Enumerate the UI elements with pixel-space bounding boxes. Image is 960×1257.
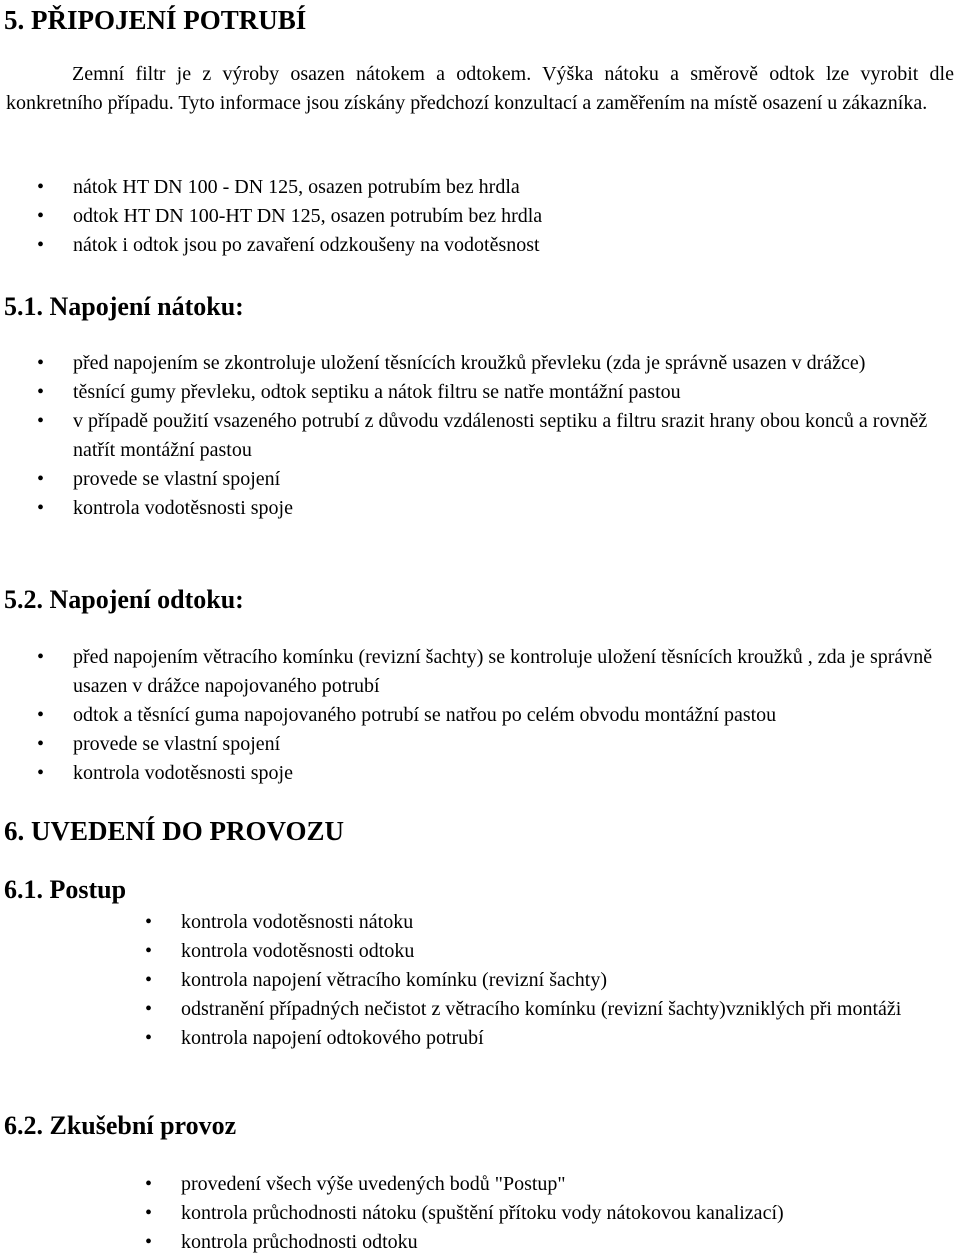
bullet-icon: • bbox=[145, 1202, 153, 1224]
list-item bbox=[37, 231, 958, 260]
list-item bbox=[145, 937, 959, 966]
list-item-text: odstranění případných nečistot z větracího komínku (revizní šachty)vzniklých při montáži bbox=[181, 998, 902, 1020]
list-item-text: těsnící gumy převleku, odtok septiku a nátok filtru se natře montážní pastou bbox=[73, 381, 681, 403]
list-item bbox=[145, 1024, 959, 1053]
section-6-1-bullet-list bbox=[145, 908, 959, 1053]
bullet-icon: • bbox=[145, 969, 153, 991]
list-item-text: nátok HT DN 100 - DN 125, osazen potrubím bez hrdla bbox=[73, 176, 520, 198]
list-item bbox=[37, 407, 958, 465]
list-item-text: provedení všech výše uvedených bodů "Postup" bbox=[181, 1173, 566, 1195]
bullet-icon: • bbox=[37, 704, 45, 726]
list-item bbox=[145, 1228, 959, 1257]
list-item bbox=[37, 349, 958, 378]
list-item-text: kontrola vodotěsnosti spoje bbox=[73, 762, 293, 784]
list-item-text: nátok i odtok jsou po zavaření odzkoušeny na vodotěsnost bbox=[73, 234, 540, 256]
bullet-icon: • bbox=[145, 1173, 153, 1195]
section-6-heading: 6. UVEDENÍ DO PROVOZU bbox=[4, 816, 344, 846]
section-6-2-bullet-list bbox=[145, 1170, 959, 1257]
list-item-text: v případě použití vsazeného potrubí z důvodu vzdálenosti septiku a filtru srazit hrany obou konců a rovněž natřít montážní pastou bbox=[73, 410, 928, 461]
list-item-text: provede se vlastní spojení bbox=[73, 733, 281, 755]
section-6-2-heading: 6.2. Zkušební provoz bbox=[4, 1111, 237, 1140]
list-item bbox=[145, 1199, 959, 1228]
bullet-icon: • bbox=[37, 762, 45, 784]
bullet-icon: • bbox=[145, 998, 153, 1020]
bullet-icon: • bbox=[37, 497, 45, 519]
list-item-text: kontrola napojení odtokového potrubí bbox=[181, 1027, 484, 1049]
list-item bbox=[37, 465, 958, 494]
list-item bbox=[37, 173, 958, 202]
list-item bbox=[145, 1170, 959, 1199]
section-5-1-bullet-list bbox=[37, 349, 958, 523]
list-item bbox=[145, 995, 959, 1024]
list-item-text: odtok HT DN 100-HT DN 125, osazen potrubím bez hrdla bbox=[73, 205, 543, 227]
list-item bbox=[37, 759, 958, 788]
list-item-text: odtok a těsnící guma napojovaného potrubí se natřou po celém obvodu montážní pastou bbox=[73, 704, 777, 726]
bullet-icon: • bbox=[37, 205, 45, 227]
list-item-text: před napojením větracího komínku (revizní šachty) se kontroluje uložení těsnících kroužků , zda je správně usazen v drážce napojovaného potrubí bbox=[73, 646, 933, 697]
list-item-text: provede se vlastní spojení bbox=[73, 468, 281, 490]
bullet-icon: • bbox=[37, 176, 45, 198]
section-6-1-heading: 6.1. Postup bbox=[4, 875, 127, 904]
bullet-icon: • bbox=[37, 381, 45, 403]
bullet-icon: • bbox=[145, 1231, 153, 1253]
section-5-1-heading: 5.1. Napojení nátoku: bbox=[4, 292, 244, 321]
list-item-text: kontrola vodotěsnosti nátoku bbox=[181, 911, 414, 933]
bullet-icon: • bbox=[145, 940, 153, 962]
bullet-icon: • bbox=[37, 646, 45, 668]
list-item bbox=[145, 908, 959, 937]
bullet-icon: • bbox=[37, 234, 45, 256]
list-item-text: kontrola vodotěsnosti odtoku bbox=[181, 940, 415, 962]
bullet-icon: • bbox=[37, 733, 45, 755]
list-item-text: před napojením se zkontroluje uložení těsnících kroužků převleku (zda je správně usazen v drážce) bbox=[73, 352, 866, 374]
list-item-text: kontrola průchodnosti nátoku (spuštění přítoku vody nátokovou kanalizací) bbox=[181, 1202, 784, 1224]
bullet-icon: • bbox=[37, 352, 45, 374]
section-5-bullet-list bbox=[37, 173, 958, 260]
bullet-icon: • bbox=[145, 911, 153, 933]
list-item bbox=[37, 202, 958, 231]
bullet-icon: • bbox=[37, 410, 45, 432]
list-item-text: kontrola průchodnosti odtoku bbox=[181, 1231, 418, 1253]
bullet-icon: • bbox=[37, 468, 45, 490]
bullet-icon: • bbox=[145, 1027, 153, 1049]
list-item bbox=[145, 966, 959, 995]
list-item bbox=[37, 378, 958, 407]
section-5-intro-paragraph: Zemní filtr je z výroby osazen nátokem a odtokem. Výška nátoku a směrově odtok lze vyrobit dle konkretního případu. Tyto informace jsou získány předchozí konzultací a zaměřením na místě osazení u zákazníka. bbox=[6, 63, 954, 114]
list-item bbox=[37, 494, 958, 523]
list-item-text: kontrola vodotěsnosti spoje bbox=[73, 497, 293, 519]
list-item bbox=[37, 730, 958, 759]
list-item-text: kontrola napojení větracího komínku (revizní šachty) bbox=[181, 969, 607, 991]
list-item bbox=[37, 643, 958, 701]
list-item bbox=[37, 701, 958, 730]
section-5-2-heading: 5.2. Napojení odtoku: bbox=[4, 585, 244, 614]
section-5-heading: 5. PŘIPOJENÍ POTRUBÍ bbox=[4, 5, 307, 35]
section-5-2-bullet-list bbox=[37, 643, 958, 788]
